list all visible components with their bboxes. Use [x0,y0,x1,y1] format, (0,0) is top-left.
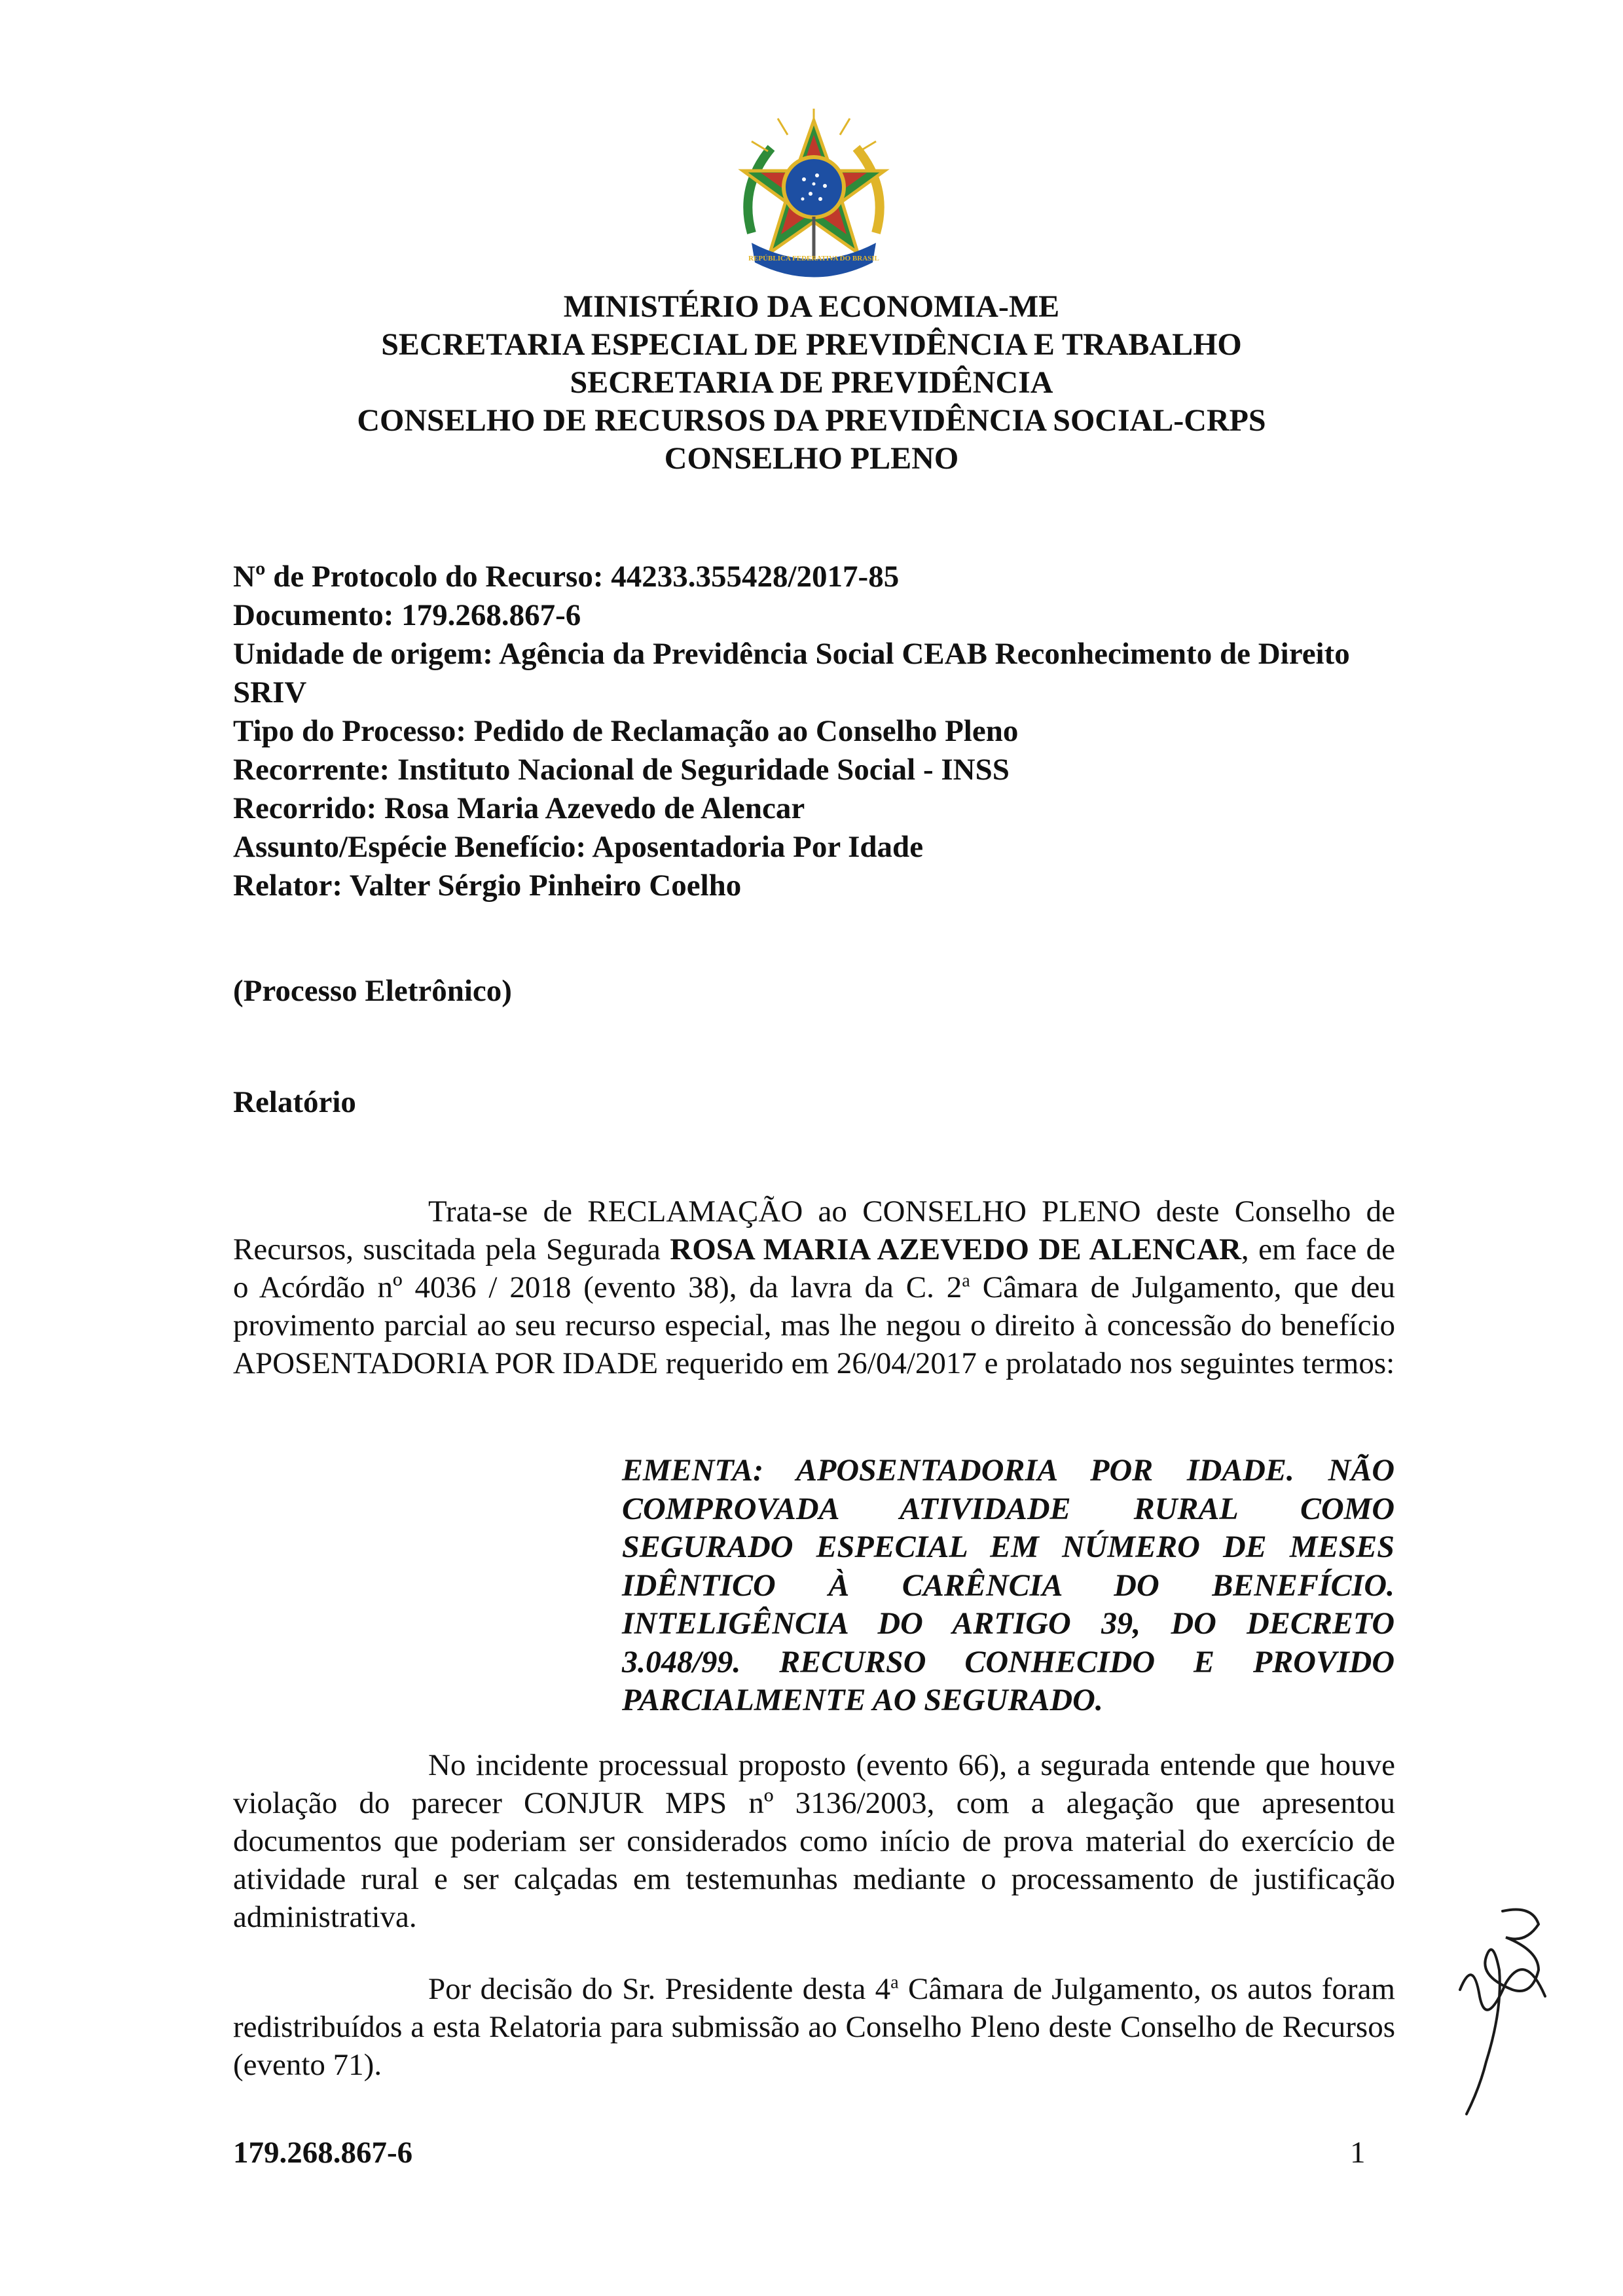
paragraph-3-part-a: Por decisão do Sr. Presidente desta 4 [428,1972,891,2006]
meta-recorrido: Recorrido: Rosa Maria Azevedo de Alencar [233,791,805,825]
header-line-pleno: CONSELHO PLENO [664,441,959,476]
header-line-council: CONSELHO DE RECURSOS DA PREVIDÊNCIA SOCIAL-CRPS [357,403,1266,438]
meta-tipo: Tipo do Processo: Pedido de Reclamação ao Conselho Pleno [233,714,1019,748]
paragraph-2: No incidente processual proposto (evento 66), a segurada entende que houve violação do parecer CONJUR MPS nº 3136/2003, com a alegação que apresentou documentos que poderiam ser considerados como início de prova material do exercício de atividade rural e ser calçadas em testemunhas mediante o processamento de justificação administrativa. [233,1748,1395,1934]
page-number: 1 [1350,2136,1366,2170]
relatorio-heading: Relatório [233,1085,356,1119]
header-line-secretariat: SECRETARIA DE PREVIDÊNCIA [570,365,1053,400]
meta-recorrente: Recorrente: Instituto Nacional de Seguridade Social - INSS [233,753,1010,787]
meta-assunto: Assunto/Espécie Benefício: Aposentadoria Por Idade [233,830,924,864]
emblem-ribbon-text: REPÚBLICA FEDERATIVA DO BRASIL [748,255,879,262]
footer-document-number: 179.268.867-6 [233,2136,413,2170]
paragraph-3 [233,1970,1395,2084]
meta-documento: Documento: 179.268.867-6 [233,598,581,632]
paragraph-1-part-c: Câmara de Julgamento, que deu provimento parcial ao seu recurso especial, mas lhe negou o direito à concessão do benefício APOSENTADORIA POR IDADE requerido em 26/04/2017 e prolatado nos seguintes termos: [233,1270,1395,1380]
handwritten-signature [1440,1898,1565,2121]
header-line-special-secretariat: SECRETARIA ESPECIAL DE PREVIDÊNCIA E TRABALHO [381,327,1242,362]
ordinal-superscript: a [962,1270,970,1291]
document-header [0,288,1623,478]
coat-of-arms-emblem [725,102,902,279]
segurada-name: ROSA MARIA AZEVEDO DE ALENCAR [670,1232,1241,1266]
ementa-block: EMENTA: APOSENTADORIA POR IDADE. NÃO COMPROVADA ATIVIDADE RURAL COMO SEGURADO ESPECIAL EM NÚMERO DE MESES IDÊNTICO À CARÊNCIA DO BENEFÍCIO. INTELIGÊNCIA DO ARTIGO 39, DO DECRETO 3.048/99. RECURSO CONHECIDO E PROVIDO PARCIALMENTE AO SEGURADO. [622,1453,1395,1717]
paragraph-1 [233,1193,1395,1382]
processo-eletronico-tag: (Processo Eletrônico) [233,974,512,1008]
paragraph-1-part-b: , em face de o Acórdão nº 4036 / 2018 (evento 38), da lavra da C. 2 [233,1232,1395,1304]
header-line-ministry: MINISTÉRIO DA ECONOMIA-ME [563,289,1060,324]
process-metadata [233,558,1398,905]
meta-protocolo: Nº de Protocolo do Recurso: 44233.355428/2017-85 [233,560,900,594]
meta-relator: Relator: Valter Sérgio Pinheiro Coelho [233,869,742,903]
paragraph-3-part-b: Câmara de Julgamento, os autos foram redistribuídos a esta Relatoria para submissão ao Conselho Pleno deste Conselho de Recursos (evento 71). [233,1972,1395,2082]
meta-unidade: Unidade de origem: Agência da Previdência Social CEAB Reconhecimento de Direito SRIV [233,637,1350,709]
paragraph-1-part-a: Trata-se de RECLAMAÇÃO ao CONSELHO PLENO deste Conselho de Recursos, suscitada pela Segurada [233,1194,1395,1266]
ordinal-superscript: a [890,1972,899,1993]
